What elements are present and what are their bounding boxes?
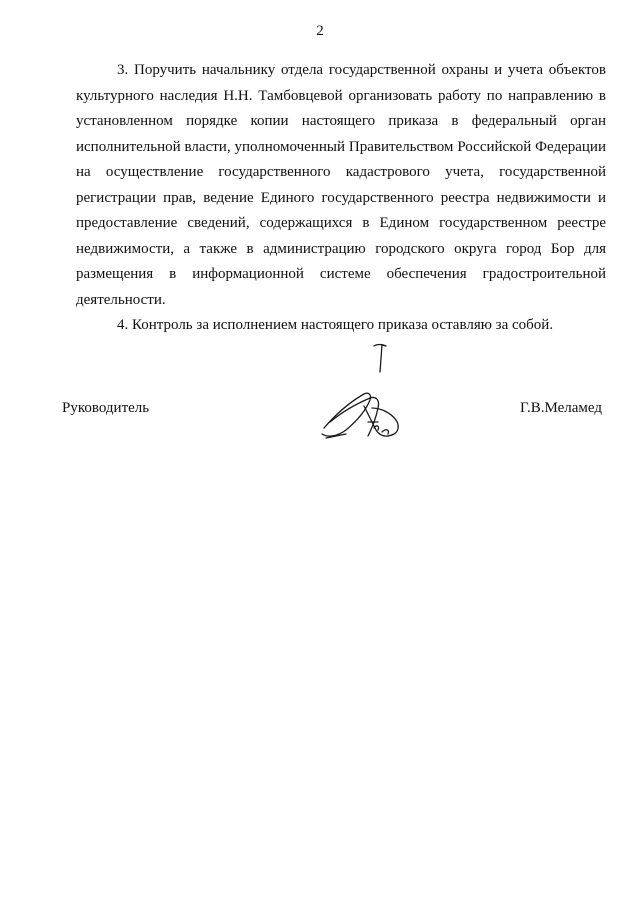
handwritten-signature (316, 342, 402, 446)
paragraph-3: 3. Поручить начальнику отдела государственной охраны и учета объектов культурного наследия Н.Н. Тамбовцевой организовать работу по направлению в установленном порядке копии настоящего приказа в федеральный орган исполнительной власти, уполномоченный Правительством Российской Федерации на осуществление государственного кадастрового учета, государственной регистрации прав, ведение Единого государственного реестра недвижимости и предоставление сведений, содержащихся в Едином государственном реестре недвижимости, а также в администрацию городского округа город Бор для размещения в информационной системе обеспечения градостроительной деятельности. (76, 62, 606, 308)
signer-position: Руководитель (62, 400, 150, 416)
signer-name: Г.В.Меламед (519, 400, 602, 416)
order-body (76, 58, 606, 339)
paragraph-4: 4. Контроль за исполнением настоящего приказа оставляю за собой. (117, 317, 554, 333)
page-number: 2 (316, 23, 324, 39)
signature-block (62, 399, 602, 419)
